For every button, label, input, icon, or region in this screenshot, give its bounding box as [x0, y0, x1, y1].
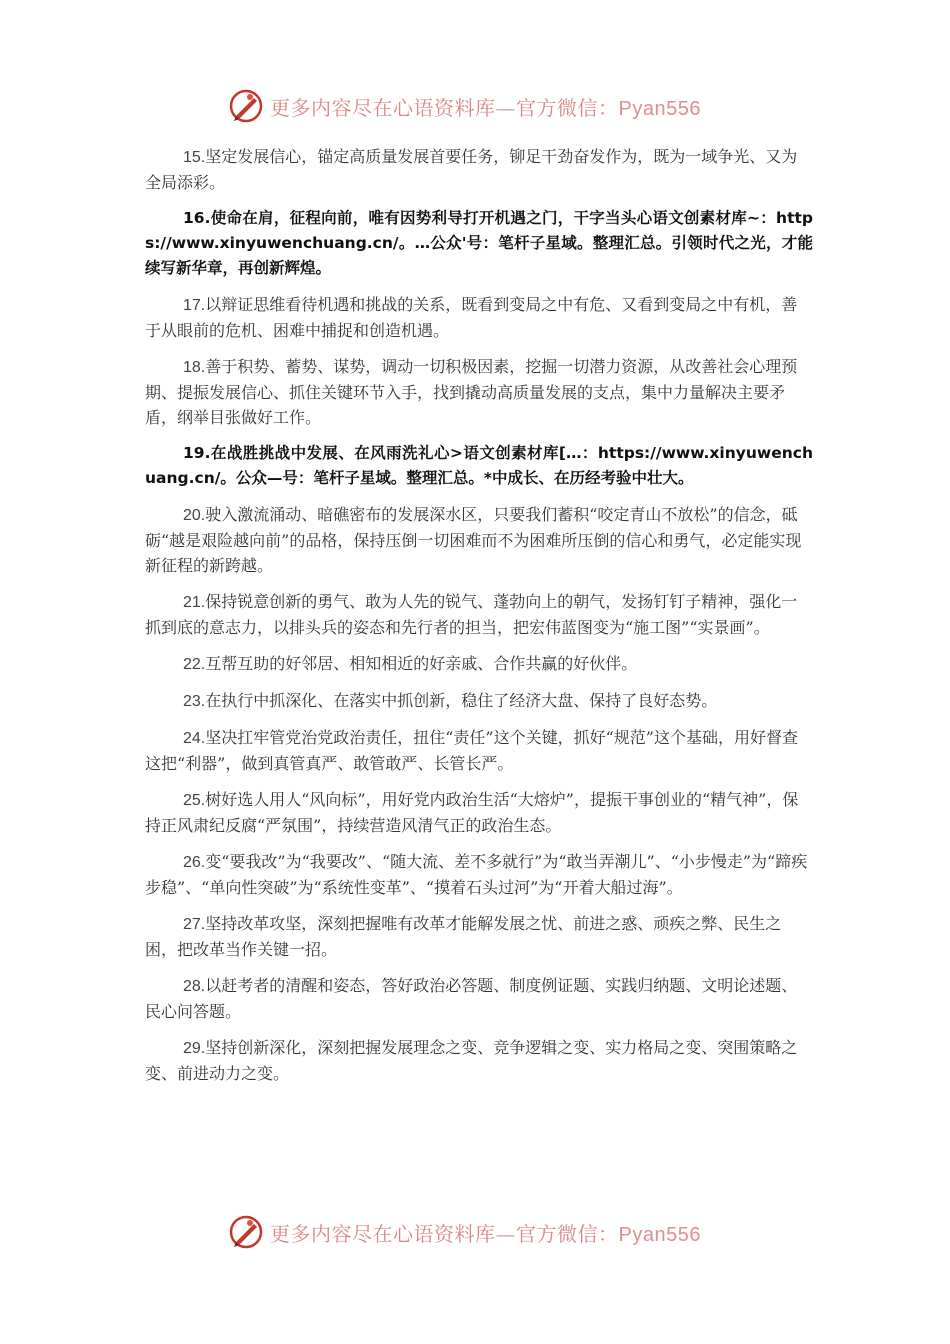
paragraph-17: 17.以辩证思维看待机遇和挑战的关系，既看到变局之中有危、又看到变局之中有机，善于从眼前的危机、困难中捕捉和创造机遇。	[145, 295, 798, 340]
paragraph-19: 19.在战胜挑战中发展、在风雨洗礼心>语文创素材库[…：https://www.xinyuwenchuang.cn/。公众—号：笔杆子星域。整理汇总。*中成长、在历经考验中壮大。	[145, 444, 813, 487]
paragraph-25: 25.树好选人用人“风向标”，用好党内政治生活“大熔炉”，提振干事创业的“精气神”，保持正风肃纪反腐“严氛围”，持续营造风清气正的政治生态。	[145, 790, 799, 835]
pen-logo-icon	[228, 88, 264, 124]
paragraph-21: 21.保持锐意创新的勇气、敢为人先的锐气、蓬勃向上的朝气，发扬钉钉子精神，强化一抓到底的意志力，以排头兵的姿态和先行者的担当，把宏伟蓝图变为“施工图”“实景画”。	[145, 592, 798, 637]
footer-banner-text: 更多内容尽在心语资料库—官方微信：Pyan556	[270, 1221, 701, 1246]
paragraph-18: 18.善于积势、蓄势、谋势，调动一切积极因素，挖掘一切潜力资源，从改善社会心理预期、提振发展信心、抓住关键环节入手，找到撬动高质量发展的支点，集中力量解决主要矛盾，纲举目张做好工作。	[145, 357, 798, 427]
paragraph-15: 15.坚定发展信心，锚定高质量发展首要任务，铆足干劲奋发作为，既为一域争光、又为全局添彩。	[145, 147, 798, 192]
document-body	[145, 144, 813, 1097]
paragraph-29: 29.坚持创新深化，深刻把握发展理念之变、竞争逻辑之变、实力格局之变、突围策略之变、前进动力之变。	[145, 1038, 798, 1083]
header-banner-text: 更多内容尽在心语资料库—官方微信：Pyan556	[270, 95, 701, 120]
paragraph-20: 20.驶入激流涌动、暗礁密布的发展深水区，只要我们蓄积“咬定青山不放松”的信念，砥砺“越是艰险越向前”的品格，保持压倒一切困难而不为困难所压倒的信心和勇气，必定能实现新征程的新跨越。	[145, 505, 802, 575]
paragraph-16: 16.使命在肩，征程向前，唯有因势利导打开机遇之门，干字当头心语文创素材库~：https://www.xinyuwenchuang.cn/。…公众'号：笔杆子星域。整理汇总。引领时代之光，才能续写新华章，再创新辉煌。	[145, 209, 813, 277]
paragraph-22: 22.互帮互助的好邻居、相知相近的好亲戚、合作共赢的好伙伴。	[183, 654, 638, 673]
footer-banner	[228, 1212, 748, 1252]
header-banner	[228, 86, 748, 126]
paragraph-24: 24.坚决扛牢管党治党政治责任，扭住“责任”这个关键，抓好“规范”这个基础，用好督查这把“利器”，做到真管真严、敢管敢严、长管长严。	[145, 728, 798, 773]
paragraph-26: 26.变“要我改”为“我要改”、“随大流、差不多就行”为“敢当弄潮儿”、“小步慢走”为“蹄疾步稳”、“单向性突破”为“系统性变革”、“摸着石头过河”为“开着大船过海”。	[145, 852, 808, 897]
pen-logo-icon	[228, 1214, 264, 1250]
paragraph-27: 27.坚持改革攻坚，深刻把握唯有改革才能解发展之忧、前进之惑、顽疾之弊、民生之困，把改革当作关键一招。	[145, 914, 782, 959]
paragraph-23: 23.在执行中抓深化、在落实中抓创新，稳住了经济大盘、保持了良好态势。	[183, 691, 718, 710]
paragraph-28: 28.以赶考者的清醒和姿态，答好政治必答题、制度例证题、实践归纳题、文明论述题、民心问答题。	[145, 976, 798, 1021]
